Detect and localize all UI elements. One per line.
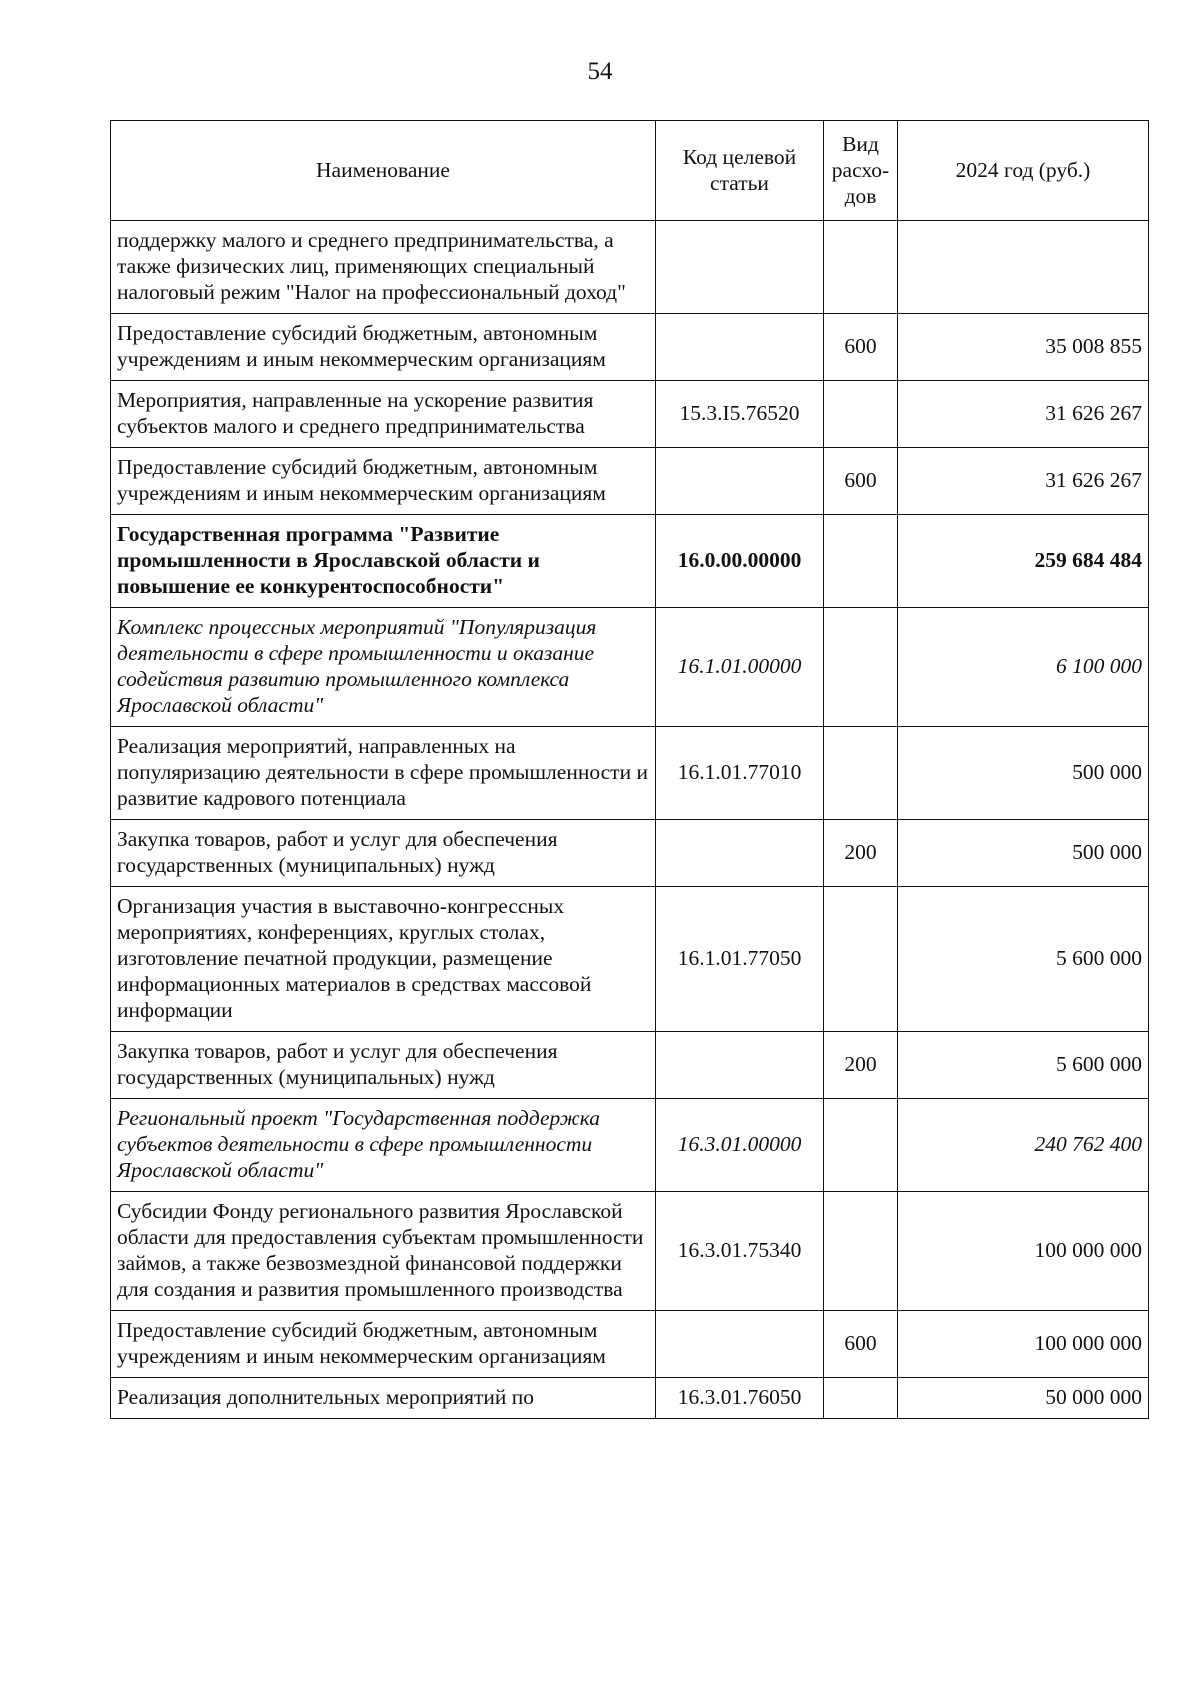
table-row [111,314,1149,381]
budget-table [110,120,1149,1419]
cell-code: 16.1.01.77010 [656,727,824,820]
cell-amount: 100 000 000 [898,1311,1149,1378]
cell-kind: 600 [824,314,898,381]
cell-kind [824,381,898,448]
cell-kind: 600 [824,448,898,515]
cell-kind [824,1192,898,1311]
cell-name: Государственная программа "Развитие промышленности в Ярославской области и повышение ее конкурентоспособности" [111,515,656,608]
cell-code: 16.1.01.77050 [656,887,824,1032]
table-header-row [111,121,1149,221]
cell-name: Реализация дополнительных мероприятий по [111,1378,656,1419]
cell-name: Организация участия в выставочно-конгрессных мероприятиях, конференциях, круглых столах, изготовление печатной продукции, размещение информационных материалов в средствах массовой информации [111,887,656,1032]
cell-amount: 31 626 267 [898,448,1149,515]
table-row [111,727,1149,820]
cell-kind [824,727,898,820]
cell-kind: 600 [824,1311,898,1378]
table-row [111,1192,1149,1311]
cell-kind [824,1378,898,1419]
cell-name: Предоставление субсидий бюджетным, автономным учреждениям и иным некоммерческим организациям [111,448,656,515]
cell-amount: 500 000 [898,727,1149,820]
table-row [111,608,1149,727]
cell-name: поддержку малого и среднего предпринимательства, а также физических лиц, применяющих специальный налоговый режим "Налог на профессиональный доход" [111,221,656,314]
cell-name: Субсидии Фонду регионального развития Ярославской области для предоставления субъектам промышленности займов, а также безвозмездной финансовой поддержки для создания и развития промышленного производства [111,1192,656,1311]
cell-kind [824,515,898,608]
cell-amount: 50 000 000 [898,1378,1149,1419]
table-row [111,820,1149,887]
cell-code [656,1032,824,1099]
table-row [111,381,1149,448]
page-number: 54 [587,58,613,85]
cell-kind: 200 [824,820,898,887]
table-row [111,221,1149,314]
cell-code [656,448,824,515]
cell-code [656,1311,824,1378]
cell-amount: 35 008 855 [898,314,1149,381]
table-row [111,515,1149,608]
cell-amount: 6 100 000 [898,608,1149,727]
cell-amount: 5 600 000 [898,1032,1149,1099]
cell-kind [824,887,898,1032]
table-row [111,1378,1149,1419]
cell-code [656,221,824,314]
cell-amount: 31 626 267 [898,381,1149,448]
cell-kind [824,608,898,727]
cell-code: 16.3.01.75340 [656,1192,824,1311]
cell-code: 16.1.01.00000 [656,608,824,727]
header-name: Наименование [111,121,656,221]
table-row [111,1311,1149,1378]
cell-name: Закупка товаров, работ и услуг для обеспечения государственных (муниципальных) нужд [111,820,656,887]
cell-amount: 100 000 000 [898,1192,1149,1311]
table-row [111,1099,1149,1192]
cell-kind [824,221,898,314]
cell-name: Предоставление субсидий бюджетным, автономным учреждениям и иным некоммерческим организациям [111,1311,656,1378]
cell-code: 16.3.01.00000 [656,1099,824,1192]
header-code: Код целевой статьи [656,121,824,221]
cell-amount: 5 600 000 [898,887,1149,1032]
cell-amount: 240 762 400 [898,1099,1149,1192]
cell-name: Региональный проект "Государственная поддержка субъектов деятельности в сфере промышленности Ярославской области" [111,1099,656,1192]
cell-amount [898,221,1149,314]
cell-name: Комплекс процессных мероприятий "Популяризация деятельности в сфере промышленности и оказание содействия развитию промышленного комплекса Ярославской области" [111,608,656,727]
header-amount: 2024 год (руб.) [898,121,1149,221]
cell-kind [824,1099,898,1192]
cell-code [656,820,824,887]
cell-code [656,314,824,381]
cell-kind: 200 [824,1032,898,1099]
cell-code: 16.0.00.00000 [656,515,824,608]
cell-amount: 259 684 484 [898,515,1149,608]
cell-code: 16.3.01.76050 [656,1378,824,1419]
cell-name: Реализация мероприятий, направленных на популяризацию деятельности в сфере промышленности и развитие кадрового потенциала [111,727,656,820]
table-row [111,448,1149,515]
table-row [111,887,1149,1032]
cell-amount: 500 000 [898,820,1149,887]
cell-name: Предоставление субсидий бюджетным, автономным учреждениям и иным некоммерческим организациям [111,314,656,381]
cell-code: 15.3.I5.76520 [656,381,824,448]
cell-name: Мероприятия, направленные на ускорение развития субъектов малого и среднего предпринимательства [111,381,656,448]
table-row [111,1032,1149,1099]
cell-name: Закупка товаров, работ и услуг для обеспечения государственных (муниципальных) нужд [111,1032,656,1099]
header-kind: Вид расхо-дов [824,121,898,221]
